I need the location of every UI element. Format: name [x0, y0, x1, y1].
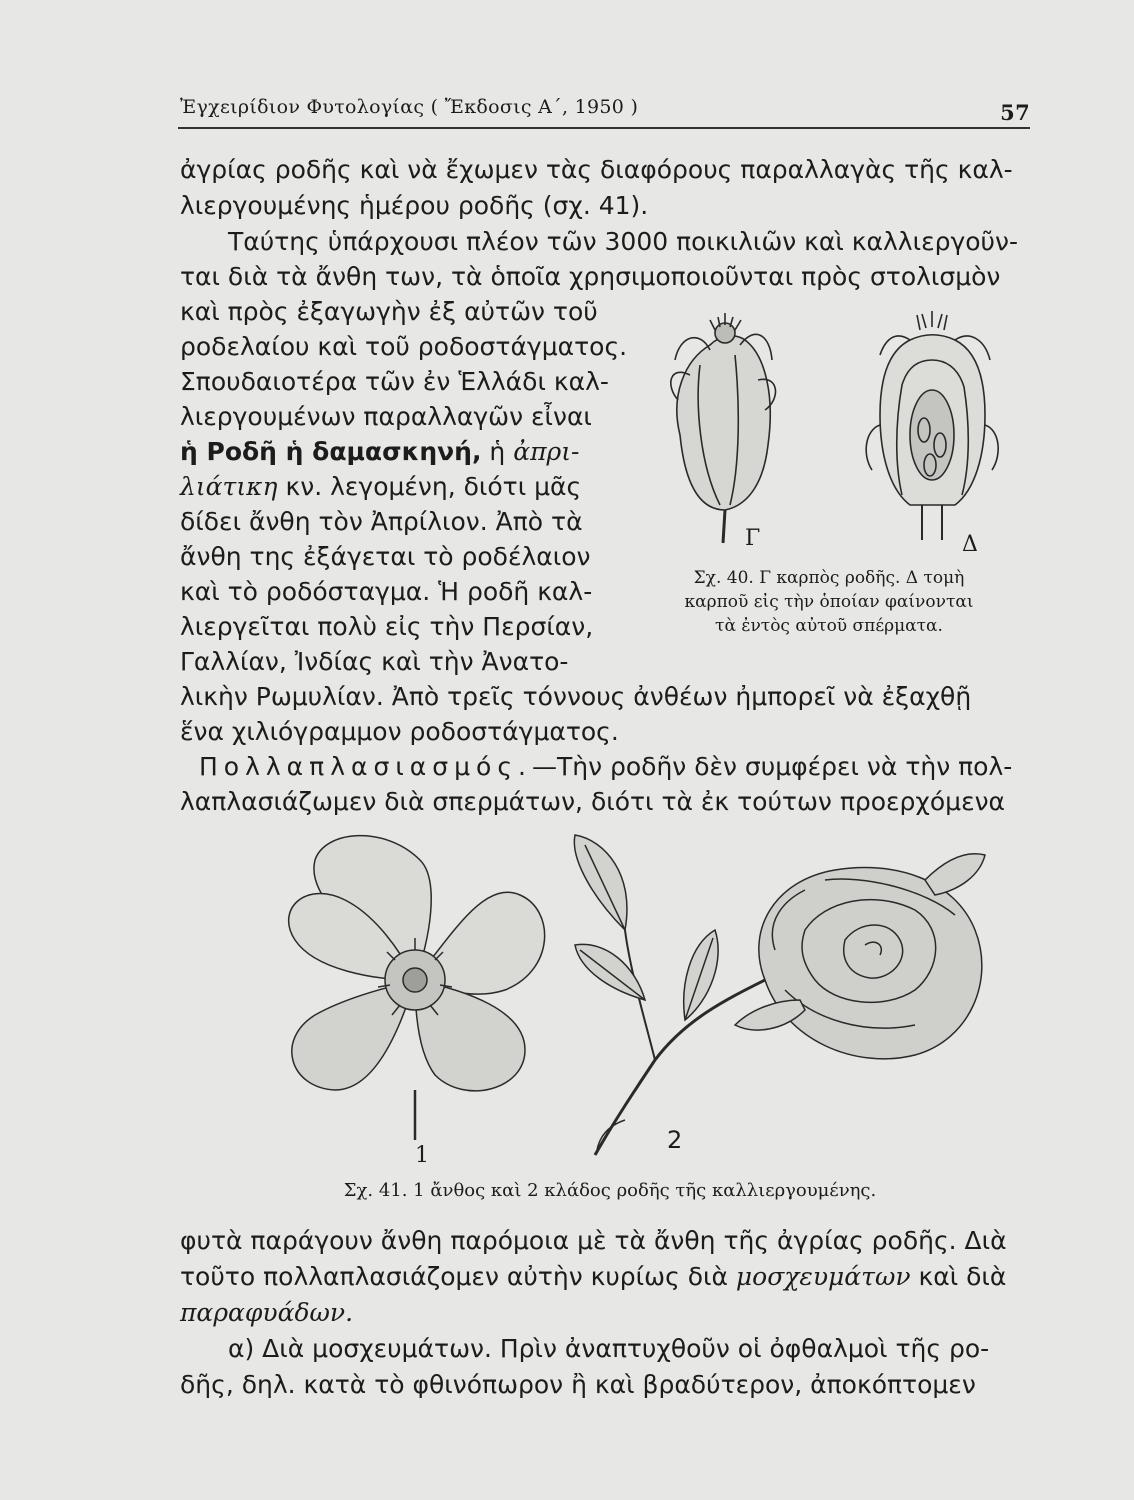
text-line: λιεργεῖται πολὺ εἰς τὴν Περσίαν,	[180, 612, 594, 641]
text-line: Γαλλίαν, Ἰνδίας καὶ τὴν Ἀνατο-	[180, 647, 569, 676]
section-heading: Πολλαπλασιασμός.	[199, 752, 532, 781]
text-line: λαπλασιάζωμεν διὰ σπερμάτων, διότι τὰ ἐκ τούτων προερχόμενα	[180, 787, 1006, 816]
figure-41-caption: Σχ. 41. 1 ἄνθος καὶ 2 κλάδος ροδῆς τῆς καλλιεργουμένης.	[343, 1180, 877, 1201]
figure-40-caption	[634, 566, 1024, 638]
text-line: παραφυάδων.	[180, 1298, 354, 1327]
article: ἡ	[489, 437, 506, 466]
figure-41-label-2: 2	[667, 1126, 683, 1154]
text-line: ἄνθη της ἐξάγεται τὸ ροδέλαιον	[180, 542, 591, 571]
text-line: λικὴν Ρωμυλίαν. Ἀπὸ τρεῖς τόννους ἀνθέων ἠμπορεῖ νὰ ἐξαχθῇ	[180, 682, 972, 711]
figure-40-illustration	[640, 305, 1040, 555]
text-line: Σπουδαιοτέρα τῶν ἐν Ἑλλάδι καλ-	[180, 367, 609, 396]
italic-term: μοσχευμάτων	[735, 1262, 911, 1291]
text-line: ροδελαίου καὶ τοῦ ροδοστάγματος.	[180, 332, 628, 361]
italic-term: ἀπρι-	[513, 437, 580, 466]
text-line	[199, 752, 1012, 782]
text-line	[180, 1262, 1006, 1292]
figure-41-label-1: 1	[415, 1143, 429, 1165]
text-line: δίδει ἄνθη τὸν Ἀπρίλιον. Ἀπὸ τὰ	[180, 507, 583, 536]
text-run: —Τὴν ροδῆν δὲν συμφέρει νὰ τὴν πολ-	[531, 752, 1013, 781]
figure-41-illustration	[225, 820, 1025, 1165]
text-line: ται διὰ τὰ ἄνθη των, τὰ ὁποῖα χρησιμοποιοῦνται πρὸς στολισμὸν	[180, 262, 1001, 291]
text-line: Ταύτης ὑπάρχουσι πλέον τῶν 3000 ποικιλιῶν καὶ καλλιεργοῦν-	[228, 227, 1018, 256]
caption-line: καρποῦ εἰς τὴν ὁποίαν φαίνονται	[684, 592, 974, 612]
header-rule	[178, 127, 1030, 129]
page-header	[180, 92, 1030, 128]
text-line	[180, 472, 581, 502]
text-line: ἕνα χιλιόγραμμον ροδοστάγματος.	[180, 717, 619, 746]
text-line: καὶ τὸ ροδόσταγμα. Ἡ ροδῆ καλ-	[180, 577, 593, 606]
text-run: κν. λεγομένη, διότι μᾶς	[285, 472, 582, 501]
text-line: καὶ πρὸς ἐξαγωγὴν ἐξ αὐτῶν τοῦ	[180, 297, 598, 326]
text-run: τοῦτο πολλαπλασιάζομεν αὐτὴν κυρίως διὰ	[180, 1262, 728, 1291]
text-line: φυτὰ παράγουν ἄνθη παρόμοια μὲ τὰ ἄνθη τῆς ἀγρίας ροδῆς. Διὰ	[180, 1226, 1007, 1255]
page-number: 57	[1000, 100, 1030, 125]
figure-40-label-d: Δ	[962, 532, 978, 555]
text-run: καὶ διὰ	[918, 1262, 1007, 1291]
running-title: Ἐγχειρίδιον Φυτολογίας ( Ἔκδοσις Α΄, 1950 )	[180, 96, 639, 118]
caption-line: τὰ ἐντὸς αὐτοῦ σπέρματα.	[715, 616, 943, 636]
caption-line: Σχ. 40. Γ καρπὸς ροδῆς. Δ τομὴ	[693, 568, 965, 588]
text-line: λιεργουμένης ἡμέρου ροδῆς (σχ. 41).	[180, 191, 649, 220]
text-line: δῆς, δηλ. κατὰ τὸ φθινόπωρον ἢ καὶ βραδύτερον, ἀποκόπτομεν	[180, 1370, 976, 1399]
text-line: α) Διὰ μοσχευμάτων. Πρὶν ἀναπτυχθοῦν οἱ ὀφθαλμοὶ τῆς ρο-	[228, 1334, 990, 1363]
text-line: ἀγρίας ροδῆς καὶ νὰ ἔχωμεν τὰς διαφόρους παραλλαγὰς τῆς καλ-	[180, 155, 1013, 184]
text-line	[180, 437, 579, 467]
figure-40-label-g: Γ	[745, 526, 761, 551]
text-line: λιεργουμένων παραλλαγῶν εἶναι	[180, 402, 592, 431]
italic-term: λιάτικη	[180, 472, 278, 501]
rose-variety-name: ἡ Ροδῆ ἡ δαμασκηνή,	[180, 437, 482, 466]
